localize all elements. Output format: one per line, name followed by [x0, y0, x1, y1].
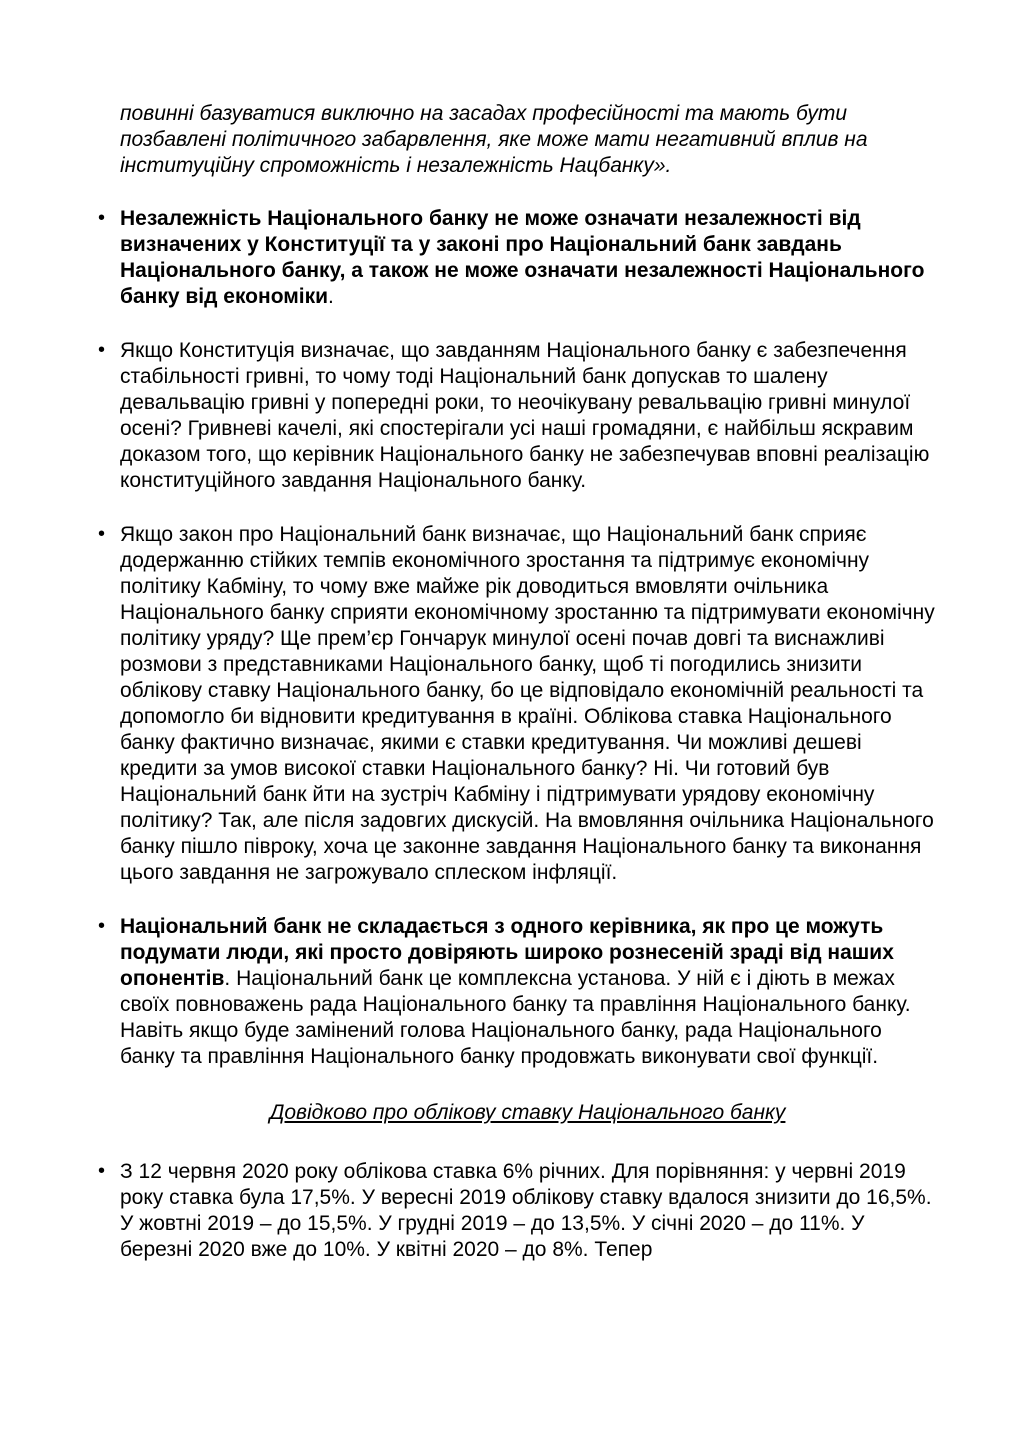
- reference-bullet-list: [120, 1159, 935, 1263]
- bullet-list: [120, 206, 935, 1070]
- section-heading-text: Довідково про облікову ставку Національного банку: [269, 1101, 786, 1124]
- intro-paragraph: повинні базуватися виключно на засадах професійності та мають бути позбавлені політичного забарвлення, яке може мати негативний вплив на інституційну спроможність і незалежність Нацбанку».: [120, 102, 868, 177]
- list-item: [120, 1159, 935, 1263]
- bullet-regular-text: . Національний банк це комплексна установа. У ній є і діють в межах своїх повноважень рада Національного банку та правління Національного банку. Навіть якщо буде замінений голова Національного банку, рада Національного банку та правління Національного банку продовжать виконувати свої функції.: [120, 967, 911, 1068]
- list-item: [120, 206, 935, 310]
- list-item: [120, 338, 935, 494]
- bullet-bold-text: Національний банк не складається з одного керівника, як про це можуть подумати люди, які просто довіряють широко рознесеній зраді від наших опонентів: [120, 915, 894, 990]
- bullet-regular-text: Якщо Конституція визначає, що завданням Національного банку є забезпечення стабільності гривні, то чому тоді Національний банк допускав то шалену девальвацію гривні у попередні роки, то неочікувану ревальвацію гривні минулої осені? Гривневі качелі, які спостерігали усі наші громадяни, є найбільш яскравим доказом того, що керівник Національного банку не забезпечував вповні реалізацію конституційного завдання Національного банку.: [120, 339, 930, 492]
- list-item: [120, 914, 935, 1070]
- bullet-regular-text: Якщо закон про Національний банк визначає, що Національний банк сприяє додержанню стійких темпів економічного зростання та підтримує економічну політику Кабміну, то чому вже майже рік доводиться вмовляти очільника Національного банку сприяти економічному зростанню та підтримувати економічну політику уряду? Ще прем’єр Гончарук минулої осені почав довгі та виснажливі розмови з представниками Національного банку, щоб ті погодились знизити облікову ставку Національного банку, бо це відповідало економічній реальності та допомогло би відновити кредитування в країні. Облікова ставка Національного банку фактично визначає, якими є ставки кредитування. Чи можливі дешеві кредити за умов високої ставки Національного банку? Ні. Чи готовий був Національний банк йти на зустріч Кабміну і підтримувати урядову економічну політику? Так, але після задовгих дискусій. На вмовляння очільника Національного банку пішло півроку, хоча це законне завдання Національного банку та виконання цього завдання не загрожувало сплеском інфляції.: [120, 523, 935, 884]
- bullet-regular-text: З 12 червня 2020 року облікова ставка 6% річних. Для порівняння: у червні 2019 року ставка була 17,5%. У вересні 2019 облікову ставку вдалося знизити до 16,5%. У жовтні 2019 – до 15,5%. У грудні 2019 – до 13,5%. У січні 2020 – до 11%. У березні 2020 вже до 10%. У квітні 2020 – до 8%. Тепер: [120, 1160, 932, 1261]
- bullet-bold-text: Незалежність Національного банку не може означати незалежності від визначених у Конституції та у законі про Національний банк завдань Національного банку, а також не може означати незалежності Національного банку від економіки: [120, 207, 925, 308]
- document-content: [120, 101, 935, 1263]
- bullet-regular-text: .: [328, 285, 334, 308]
- section-heading: [120, 1100, 935, 1126]
- list-item: [120, 522, 935, 886]
